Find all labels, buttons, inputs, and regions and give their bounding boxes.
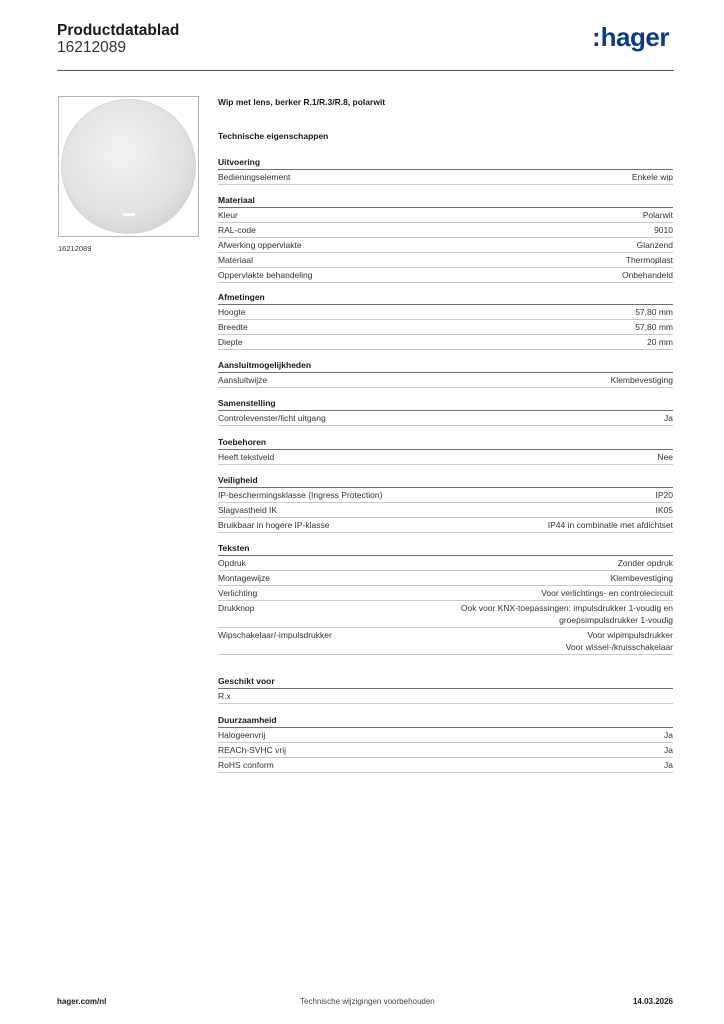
tech-properties-heading: Technische eigenschappen xyxy=(218,131,329,141)
spec-value: Enkele wip xyxy=(631,172,673,182)
spec-value: 57,80 mm xyxy=(635,307,673,317)
spec-row xyxy=(218,223,673,238)
spec-value: Ja xyxy=(664,730,673,740)
section-title: Toebehoren xyxy=(218,436,673,450)
spec-row xyxy=(218,373,673,388)
spec-row xyxy=(218,450,673,465)
spec-label: Hoogte xyxy=(218,307,246,317)
spec-label: Controlevenster/licht uitgang xyxy=(218,413,326,423)
spec-row xyxy=(218,556,673,571)
spec-row xyxy=(218,503,673,518)
spec-value: Glanzend xyxy=(636,240,673,250)
spec-label: Verlichting xyxy=(218,588,258,598)
section-title: Geschikt voor xyxy=(218,675,673,689)
spec-value: Voor wipimpulsdrukker Voor wissel-/kruisschakelaar xyxy=(565,630,673,652)
spec-label: Breedte xyxy=(218,322,248,332)
spec-row xyxy=(218,253,673,268)
section-title: Duurzaamheid xyxy=(218,714,673,728)
section-title: Uitvoering xyxy=(218,156,673,170)
spec-label: REACh-SVHC vrij xyxy=(218,745,287,755)
spec-value: Onbehandeld xyxy=(621,270,673,280)
spec-label: Opdruk xyxy=(218,558,246,568)
section-materiaal xyxy=(218,194,673,283)
spec-value: IP20 xyxy=(655,490,673,500)
section-veiligheid xyxy=(218,474,673,533)
section-duurzaamheid xyxy=(218,714,673,773)
rocker-switch-picture xyxy=(59,97,198,236)
spec-label: Materiaal xyxy=(218,255,253,265)
spec-row xyxy=(218,411,673,426)
section-title: Veiligheid xyxy=(218,474,673,488)
spec-row xyxy=(218,208,673,223)
header-divider xyxy=(57,70,674,71)
footer-date: 14.03.2026 xyxy=(632,997,673,1006)
spec-label: Kleur xyxy=(218,210,238,220)
spec-label: Drukknop xyxy=(218,603,255,613)
section-aansluitmogelijkheden xyxy=(218,359,673,388)
spec-value: Polarwit xyxy=(642,210,673,220)
footer-disclaimer: Technische wijzigingen voorbehouden xyxy=(300,997,435,1006)
spec-row xyxy=(218,689,673,704)
spec-value: Nee xyxy=(657,452,673,462)
section-geschikt-voor xyxy=(218,675,673,704)
spec-value: 57,80 mm xyxy=(635,322,673,332)
spec-value: Klembevestiging xyxy=(610,375,673,385)
section-uitvoering xyxy=(218,156,673,185)
document-title: Productdatablad xyxy=(57,22,180,39)
logo-text: hager xyxy=(600,22,669,52)
spec-label: Slagvastheid IK xyxy=(218,505,278,515)
section-afmetingen xyxy=(218,291,673,350)
spec-row xyxy=(218,170,673,185)
spec-label: Montagewijze xyxy=(218,573,270,583)
spec-row xyxy=(218,758,673,773)
spec-row xyxy=(218,488,673,503)
spec-row xyxy=(218,743,673,758)
spec-label: IP-beschermingsklasse (Ingress Protection) xyxy=(218,490,383,500)
section-title: Materiaal xyxy=(218,194,673,208)
spec-row xyxy=(218,305,673,320)
hager-logo xyxy=(592,22,669,52)
spec-label: RoHS conform xyxy=(218,760,274,770)
document-number: 16212089 xyxy=(57,39,126,56)
section-title: Aansluitmogelijkheden xyxy=(218,359,673,373)
footer-website-link[interactable]: hager.com/nl xyxy=(57,997,107,1006)
spec-label: Halogeenvrij xyxy=(218,730,266,740)
spec-label: Bedieningselement xyxy=(218,172,291,182)
spec-row xyxy=(218,335,673,350)
logo-dots: : xyxy=(592,22,601,52)
section-title: Teksten xyxy=(218,542,673,556)
spec-value: 9010 xyxy=(654,225,673,235)
product-image xyxy=(58,96,199,237)
section-samenstelling xyxy=(218,397,673,426)
spec-label: RAL-code xyxy=(218,225,256,235)
spec-label: Heeft tekstveld xyxy=(218,452,275,462)
spec-label: Bruikbaar in hogere IP-klasse xyxy=(218,520,330,530)
spec-value: Thermoplast xyxy=(625,255,673,265)
spec-value: IP44 in combinatie met afdichtset xyxy=(547,520,673,530)
spec-label: Wipschakelaar/-impulsdrukker xyxy=(218,630,332,640)
spec-value: Ja xyxy=(664,745,673,755)
section-title: Afmetingen xyxy=(218,291,673,305)
spec-row xyxy=(218,518,673,533)
spec-row xyxy=(218,728,673,743)
spec-value: Klembevestiging xyxy=(610,573,673,583)
spec-row xyxy=(218,571,673,586)
spec-label: R.x xyxy=(218,691,231,701)
spec-row xyxy=(218,268,673,283)
spec-value: Ook voor KNX-toepassingen: impulsdrukker 1-voudig en groepsimpulsdrukker 1-voudig xyxy=(460,603,673,625)
spec-row xyxy=(218,238,673,253)
spec-label: Afwerking oppervlakte xyxy=(218,240,302,250)
spec-value: Ja xyxy=(664,760,673,770)
spec-value: Zonder opdruk xyxy=(617,558,673,568)
spec-value: 20 mm xyxy=(647,337,673,347)
spec-value: Ja xyxy=(664,413,673,423)
spec-label: Diepte xyxy=(218,337,243,347)
spec-row xyxy=(218,628,673,655)
spec-row xyxy=(218,601,673,628)
spec-value: IK05 xyxy=(655,505,673,515)
section-title: Samenstelling xyxy=(218,397,673,411)
section-teksten xyxy=(218,542,673,655)
spec-value: Voor verlichtings- en controlecircuit xyxy=(541,588,673,598)
image-caption: 16212089 xyxy=(58,244,92,253)
spec-row xyxy=(218,586,673,601)
product-name: Wip met lens, berker R.1/R.3/R.8, polarwit xyxy=(218,97,386,107)
spec-label: Aansluitwijze xyxy=(218,375,268,385)
spec-label: Oppervlakte behandeling xyxy=(218,270,313,280)
section-toebehoren xyxy=(218,436,673,465)
spec-row xyxy=(218,320,673,335)
